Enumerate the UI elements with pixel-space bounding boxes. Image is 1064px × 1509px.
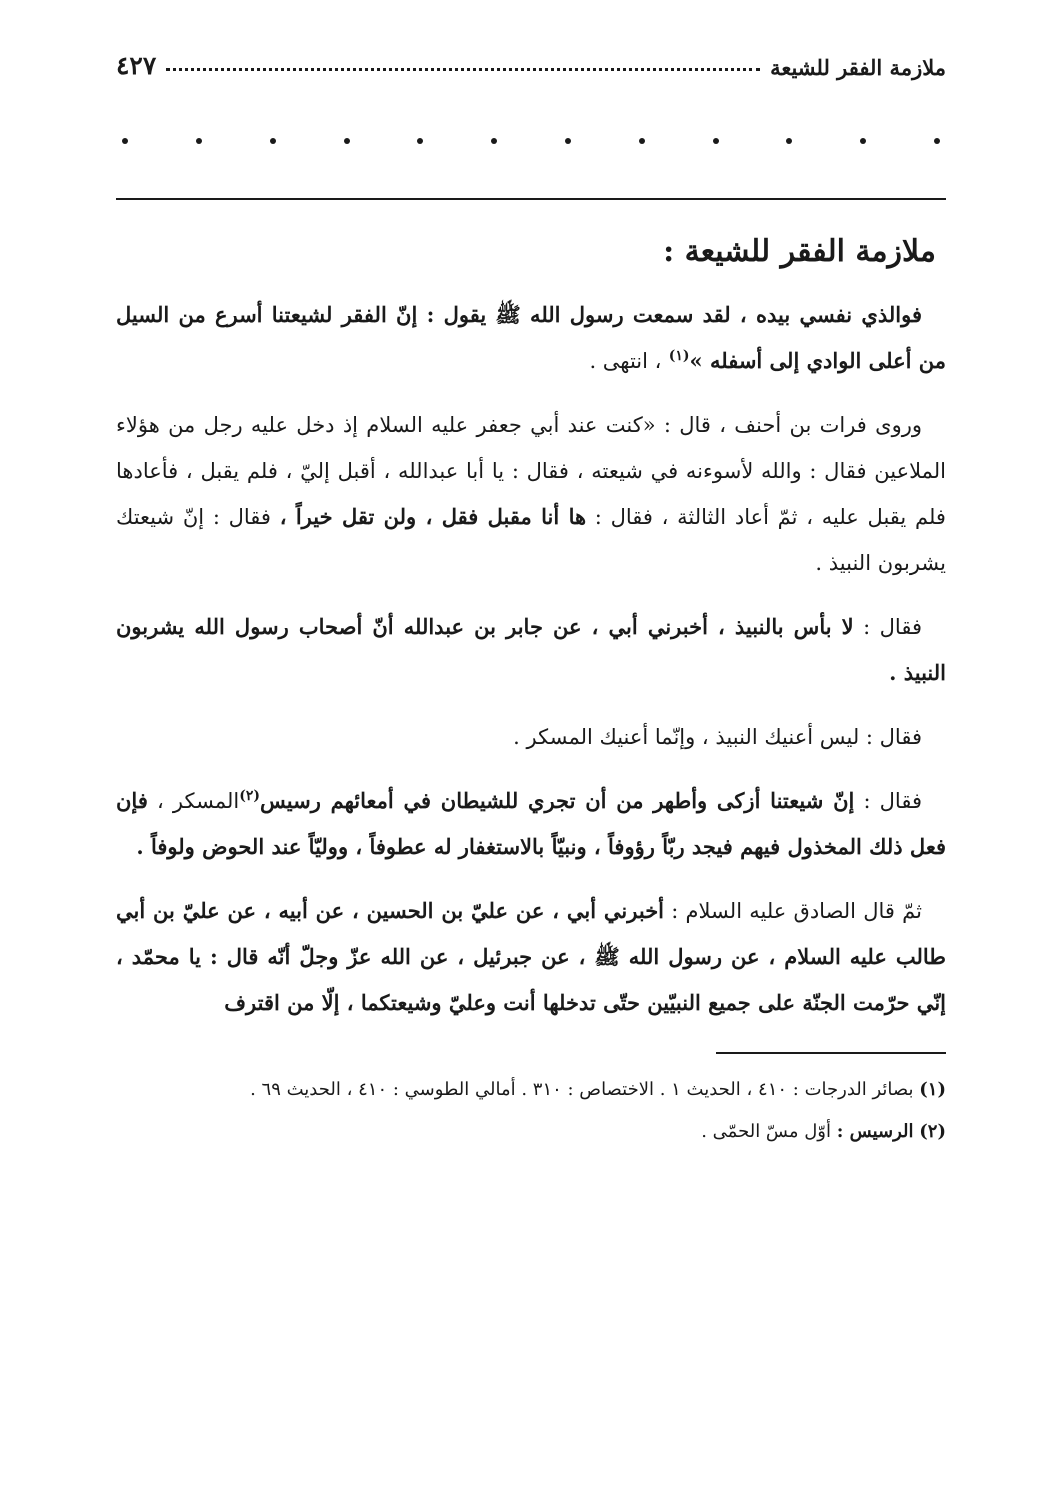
paragraph-1 [116,292,946,384]
separator-dot [270,138,276,144]
paragraph-3-text: فقال : [863,615,922,639]
separator-dots [116,138,946,158]
paragraph-2 [116,402,946,586]
footnote-2-number: (٢) [919,1121,946,1142]
book-page [116,40,946,1480]
separator-dot [934,138,940,144]
paragraph-6 [116,888,946,1026]
paragraph-6-text: ثمّ قال الصادق عليه السلام : [671,899,922,923]
page-number: ٤٢٧ [116,51,157,80]
footnote-2-text: أوّل مسّ الحمّى . [701,1121,831,1142]
paragraph-4 [116,714,946,760]
paragraph-2-end: فقال : إنّ شيعتك يشربون النبيذ . [116,505,946,575]
paragraph-1-end: ، انتهى . [589,349,662,373]
separator-dot [639,138,645,144]
footnote-1-text: بصائر الدرجات : ٤١٠ ، الحديث ١ . الاختصاص : ٣١٠ . أمالي الطوسي : ٤١٠ ، الحديث ٦٩ . [250,1079,914,1100]
leader-dots [166,68,760,71]
separator-dot [122,138,128,144]
paragraph-5-mid: المسكر ، [157,789,240,813]
paragraph-1-text: فوالذي نفسي بيده ، لقد سمعت رسول الله ﷺ يقول : إنّ الفقر لشيعتنا أسرع من السيل من أعلى الوادي إلى أسفله » [116,302,946,373]
separator-dot [786,138,792,144]
footnote-ref-1[interactable]: (١) [668,348,690,364]
separator-dot [196,138,202,144]
paragraph-4-text: فقال : ليس أعنيك النبيذ ، وإنّما أعنيك المسكر . [513,725,922,749]
paragraph-2-bold: ها أنا مقبل فقل ، ولن تقل خيراً ، [279,504,587,529]
section-heading: ملازمة الفقر للشيعة : [663,234,936,269]
paragraph-5 [116,778,946,870]
footnote-ref-2[interactable]: (٢) [239,788,260,804]
separator-dot [860,138,866,144]
footnote-1 [116,1072,946,1108]
paragraph-3 [116,604,946,696]
separator-dot [565,138,571,144]
paragraph-5-text: فقال : [863,789,922,813]
paragraph-5-bold-2: فإن فعل ذلك المخذول فيهم فيجد ربّاً رؤوفاً ، ونبيّاً بالاستغفار له عطوفاً ، ووليّاً عند الحوض ولوفاً . [116,788,946,859]
footnote-2 [116,1114,946,1150]
paragraph-6-bold: أخبرني أبي ، عن عليّ بن الحسين ، عن أبيه ، عن عليّ بن أبي طالب عليه السلام ، عن رسول الله ﷺ ، عن جبرئيل ، عن الله عزّ وجلّ أنّه قال : يا محمّد ، إنّي حرّمت الجنّة على جميع النبيّين حتّى تدخلها أنت وعليّ وشيعتكما ، إلّا من اقترف [116,898,946,1015]
running-header [116,40,946,80]
footnote-rule [716,1052,946,1054]
paragraph-5-bold: إنّ شيعتنا أزكى وأطهر من أن تجري للشيطان في أمعائهم رسيس [259,788,855,813]
separator-dot [344,138,350,144]
top-rule [116,198,946,200]
paragraph-3-bold: لا بأس بالنبيذ ، أخبرني أبي ، عن جابر بن عبدالله أنّ أصحاب رسول الله يشربون النبيذ . [116,614,946,685]
running-title: ملازمة الفقر للشيعة [770,55,946,80]
separator-dot [713,138,719,144]
separator-dot [417,138,423,144]
paragraph-2-text: وروى فرات بن أحنف ، قال : «كنت عند أبي جعفر عليه السلام إذ دخل عليه رجل من هؤلاء الملاعين فقال : والله لأسوءنه في شيعته ، فقال : يا أبا عبدالله ، أقبل إليّ ، فلم يقبل ، فأعادها فلم يقبل عليه ، ثمّ أعاد الثالثة ، فقال : [116,413,946,529]
footnote-2-label: الرسيس : [836,1121,914,1142]
footnote-1-number: (١) [919,1079,946,1100]
separator-dot [491,138,497,144]
